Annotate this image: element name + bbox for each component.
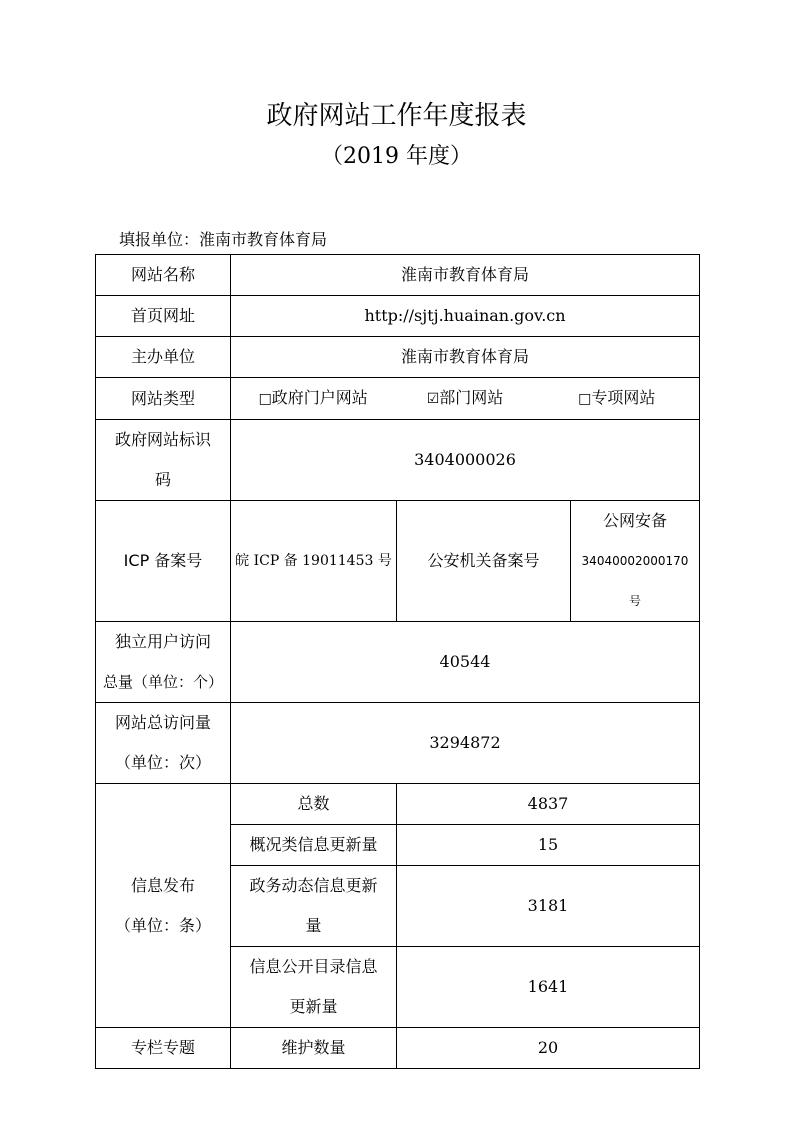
label-line: 更新量 bbox=[289, 997, 338, 1016]
info-row-value: 15 bbox=[397, 825, 700, 866]
label-line: 信息公开目录信息 bbox=[249, 957, 378, 976]
table-row bbox=[96, 296, 700, 337]
site-name-value: 淮南市教育体育局 bbox=[231, 255, 700, 296]
host-value: 淮南市教育体育局 bbox=[231, 337, 700, 378]
total-visits-value: 3294872 bbox=[231, 703, 700, 784]
info-publish-label bbox=[96, 784, 231, 1028]
info-row-value: 1641 bbox=[397, 947, 700, 1028]
label-line: 独立用户访问 bbox=[114, 632, 211, 651]
column-maintenance-value: 20 bbox=[397, 1028, 700, 1069]
site-id-value: 3404000026 bbox=[231, 420, 700, 501]
unique-visitors-value: 40544 bbox=[231, 622, 700, 703]
info-row-label: 概况类信息更新量 bbox=[231, 825, 397, 866]
host-label: 主办单位 bbox=[96, 337, 231, 378]
homepage-label: 首页网址 bbox=[96, 296, 231, 337]
site-id-label bbox=[96, 420, 231, 501]
site-name-label: 网站名称 bbox=[96, 255, 231, 296]
option-label: 专项网站 bbox=[591, 388, 656, 407]
table-row bbox=[96, 378, 700, 420]
police-record-label: 公安机关备案号 bbox=[397, 501, 571, 622]
site-type-options bbox=[231, 378, 700, 420]
info-row-value: 3181 bbox=[397, 866, 700, 947]
label-line: （单位：条） bbox=[114, 915, 211, 935]
label-line: 信息发布 bbox=[130, 875, 195, 895]
table-row bbox=[96, 420, 700, 501]
label-line: 政务动态信息更新 bbox=[249, 876, 378, 895]
checkbox-unchecked-icon: □ bbox=[578, 391, 592, 407]
icp-value: 皖 ICP 备 19011453 号 bbox=[231, 501, 397, 622]
info-row-label bbox=[231, 947, 397, 1028]
page-subtitle: （2019 年度） bbox=[321, 144, 472, 169]
value-line: 公网安备 bbox=[602, 511, 667, 530]
reporting-unit: 填报单位：淮南市教育体育局 bbox=[119, 230, 328, 249]
value-line: 34040002000170 号 bbox=[581, 554, 689, 608]
table-row bbox=[96, 703, 700, 784]
info-row-value: 4837 bbox=[397, 784, 700, 825]
table-row bbox=[96, 255, 700, 296]
option-label: 政府门户网站 bbox=[271, 388, 368, 407]
option-label: 部门网站 bbox=[439, 388, 504, 407]
table-row bbox=[96, 337, 700, 378]
label-line: 量 bbox=[305, 916, 322, 935]
label-line: 网站总访问量 bbox=[114, 713, 211, 732]
checkbox-checked-icon: ☑ bbox=[426, 391, 440, 407]
option-portal bbox=[237, 378, 389, 419]
info-row-label: 总数 bbox=[231, 784, 397, 825]
label-line: 政府网站标识 bbox=[114, 430, 211, 449]
total-visits-label bbox=[96, 703, 231, 784]
label-line: 总量（单位：个） bbox=[102, 673, 223, 691]
label-line: （单位：次） bbox=[114, 753, 211, 772]
label-line: 码 bbox=[154, 470, 171, 489]
unique-visitors-label bbox=[96, 622, 231, 703]
column-topic-label: 专栏专题 bbox=[96, 1028, 231, 1069]
option-department bbox=[389, 378, 541, 419]
info-row-label bbox=[231, 866, 397, 947]
site-type-label: 网站类型 bbox=[96, 378, 231, 420]
table-row bbox=[96, 1028, 700, 1069]
column-maintenance-label: 维护数量 bbox=[231, 1028, 397, 1069]
police-record-value bbox=[571, 501, 700, 622]
homepage-value: http://sjtj.huainan.gov.cn bbox=[231, 296, 700, 337]
table-row bbox=[96, 622, 700, 703]
table-row bbox=[96, 501, 700, 622]
report-table bbox=[95, 254, 700, 1069]
checkbox-unchecked-icon: □ bbox=[258, 391, 272, 407]
table-row bbox=[96, 784, 700, 825]
icp-label: ICP 备案号 bbox=[96, 501, 231, 622]
page-title: 政府网站工作年度报表 bbox=[266, 101, 527, 131]
option-special bbox=[541, 378, 693, 419]
